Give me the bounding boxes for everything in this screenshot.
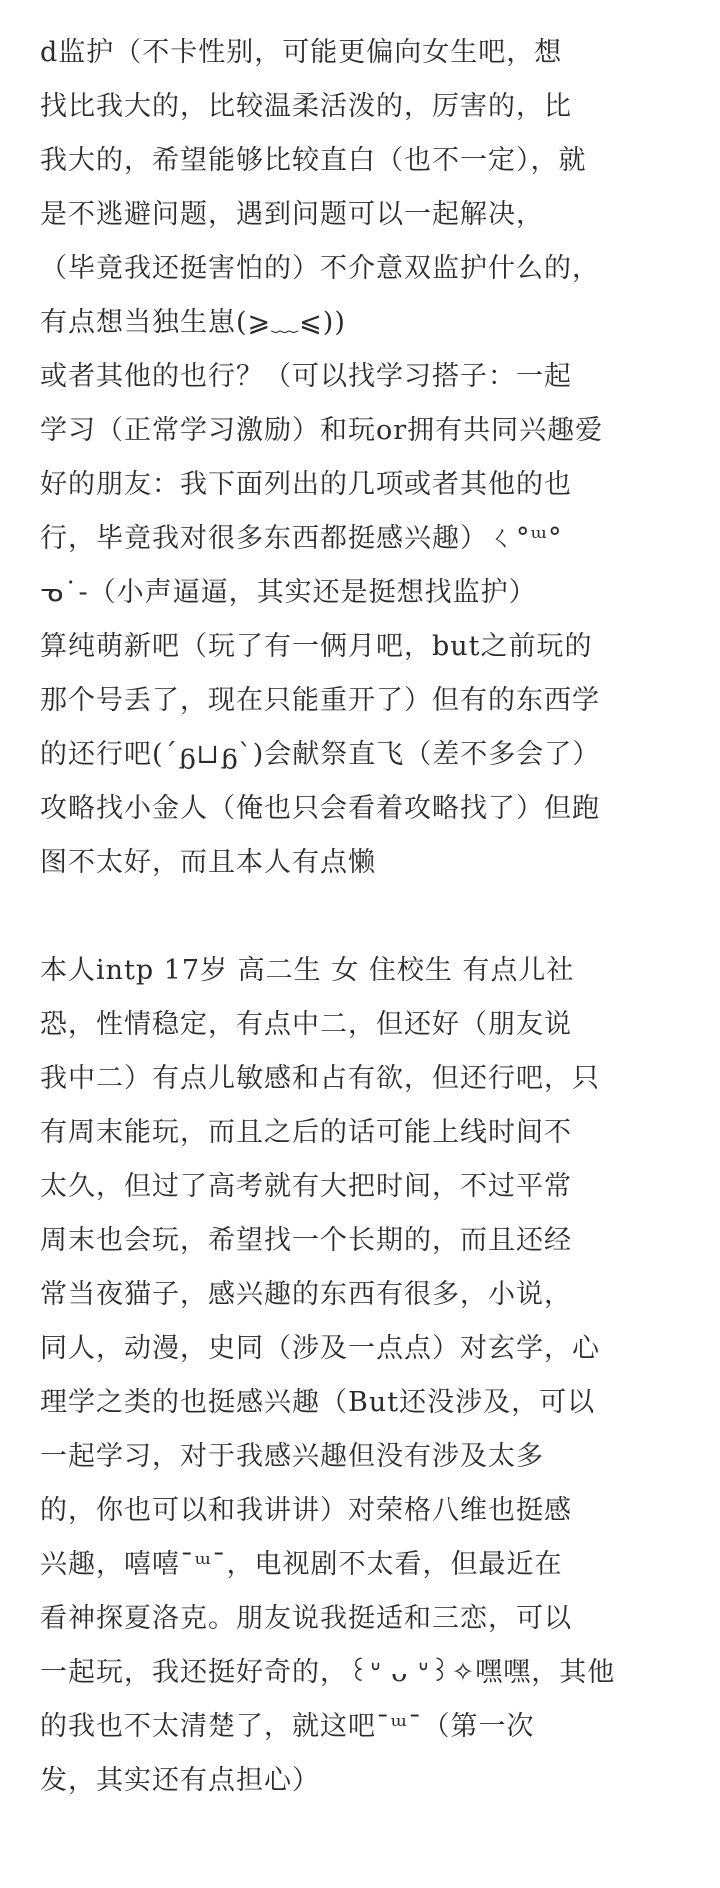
text-line: 那个号丢了，现在只能重开了）但有的东西学 bbox=[40, 685, 600, 716]
text-line: 一起学习，对于我感兴趣但没有涉及太多 bbox=[40, 1441, 544, 1472]
text-line: 的还行吧(´ᵷ⊔ᵷ`)会献祭直飞（差不多会了） bbox=[40, 739, 601, 770]
text-line: 常当夜猫子，感兴趣的东西有很多，小说， bbox=[40, 1279, 572, 1310]
text-line: 有点想当独生崽(⩾﹏⩽)) bbox=[40, 307, 346, 338]
text-line: 我中二）有点儿敏感和占有欲，但还行吧，只 bbox=[40, 1063, 600, 1094]
paragraph-request bbox=[40, 26, 700, 890]
text-line: 行，毕竟我对很多东西都挺感兴趣）ㄑ°ᵚ° bbox=[40, 523, 563, 554]
paragraph-self-intro bbox=[40, 944, 700, 1808]
text-line: 看神探夏洛克。朋友说我挺适和三恋，可以 bbox=[40, 1603, 572, 1634]
text-line: 本人intp 17岁 高二生 女 住校生 有点儿社 bbox=[40, 955, 575, 986]
text-line: 发，其实还有点担心） bbox=[40, 1765, 320, 1796]
text-line: 学习（正常学习激励）和玩or拥有共同兴趣爱 bbox=[40, 415, 604, 446]
text-line: 的，你也可以和我讲讲）对荣格八维也挺感 bbox=[40, 1495, 572, 1526]
text-line: 找比我大的，比较温柔活泼的，厉害的，比 bbox=[40, 91, 572, 122]
text-line: 恐，性情稳定，有点中二，但还好（朋友说 bbox=[40, 1009, 572, 1040]
text-line: 我大的，希望能够比较直白（也不一定），就 bbox=[40, 145, 587, 176]
text-line: 太久，但过了高考就有大把时间，不过平常 bbox=[40, 1171, 572, 1202]
text-line: 周末也会玩，希望找一个长期的，而且还经 bbox=[40, 1225, 572, 1256]
text-line: 或者其他的也行？（可以找学习搭子：一起 bbox=[40, 361, 572, 392]
text-line: 好的朋友：我下面列出的几项或者其他的也 bbox=[40, 469, 572, 500]
text-line: 有周末能玩，而且之后的话可能上线时间不 bbox=[40, 1117, 572, 1148]
text-line: 一起玩，我还挺好奇的，꒰ᐡ ᴗ ᐡ꒱✧嘿嘿，其他 bbox=[40, 1657, 616, 1688]
text-line: 理学之类的也挺感兴趣（But还没涉及，可以 bbox=[40, 1387, 596, 1418]
text-line: 兴趣，嘻嘻ˉᵚˉ，电视剧不太看，但最近在 bbox=[40, 1549, 563, 1580]
text-line: 攻略找小金人（俺也只会看着攻略找了）但跑 bbox=[40, 793, 600, 824]
text-line: （毕竟我还挺害怕的）不介意双监护什么的， bbox=[40, 253, 600, 284]
post-body bbox=[40, 26, 700, 1808]
paragraph-spacer bbox=[40, 890, 700, 944]
text-line: d监护（不卡性别，可能更偏向女生吧，想 bbox=[40, 37, 563, 68]
text-line: 算纯萌新吧（玩了有一俩月吧，but之前玩的 bbox=[40, 631, 593, 662]
text-line: 是不逃避问题，遇到问题可以一起解决， bbox=[40, 199, 544, 230]
text-line: ᓀ˙-（小声逼逼，其实还是挺想找监护） bbox=[40, 577, 537, 608]
text-line: 同人，动漫，史同（涉及一点点）对玄学，心 bbox=[40, 1333, 600, 1364]
text-line: 图不太好，而且本人有点懒 bbox=[40, 847, 376, 878]
text-line: 的我也不太清楚了，就这吧ˉᵚˉ（第一次 bbox=[40, 1711, 535, 1742]
